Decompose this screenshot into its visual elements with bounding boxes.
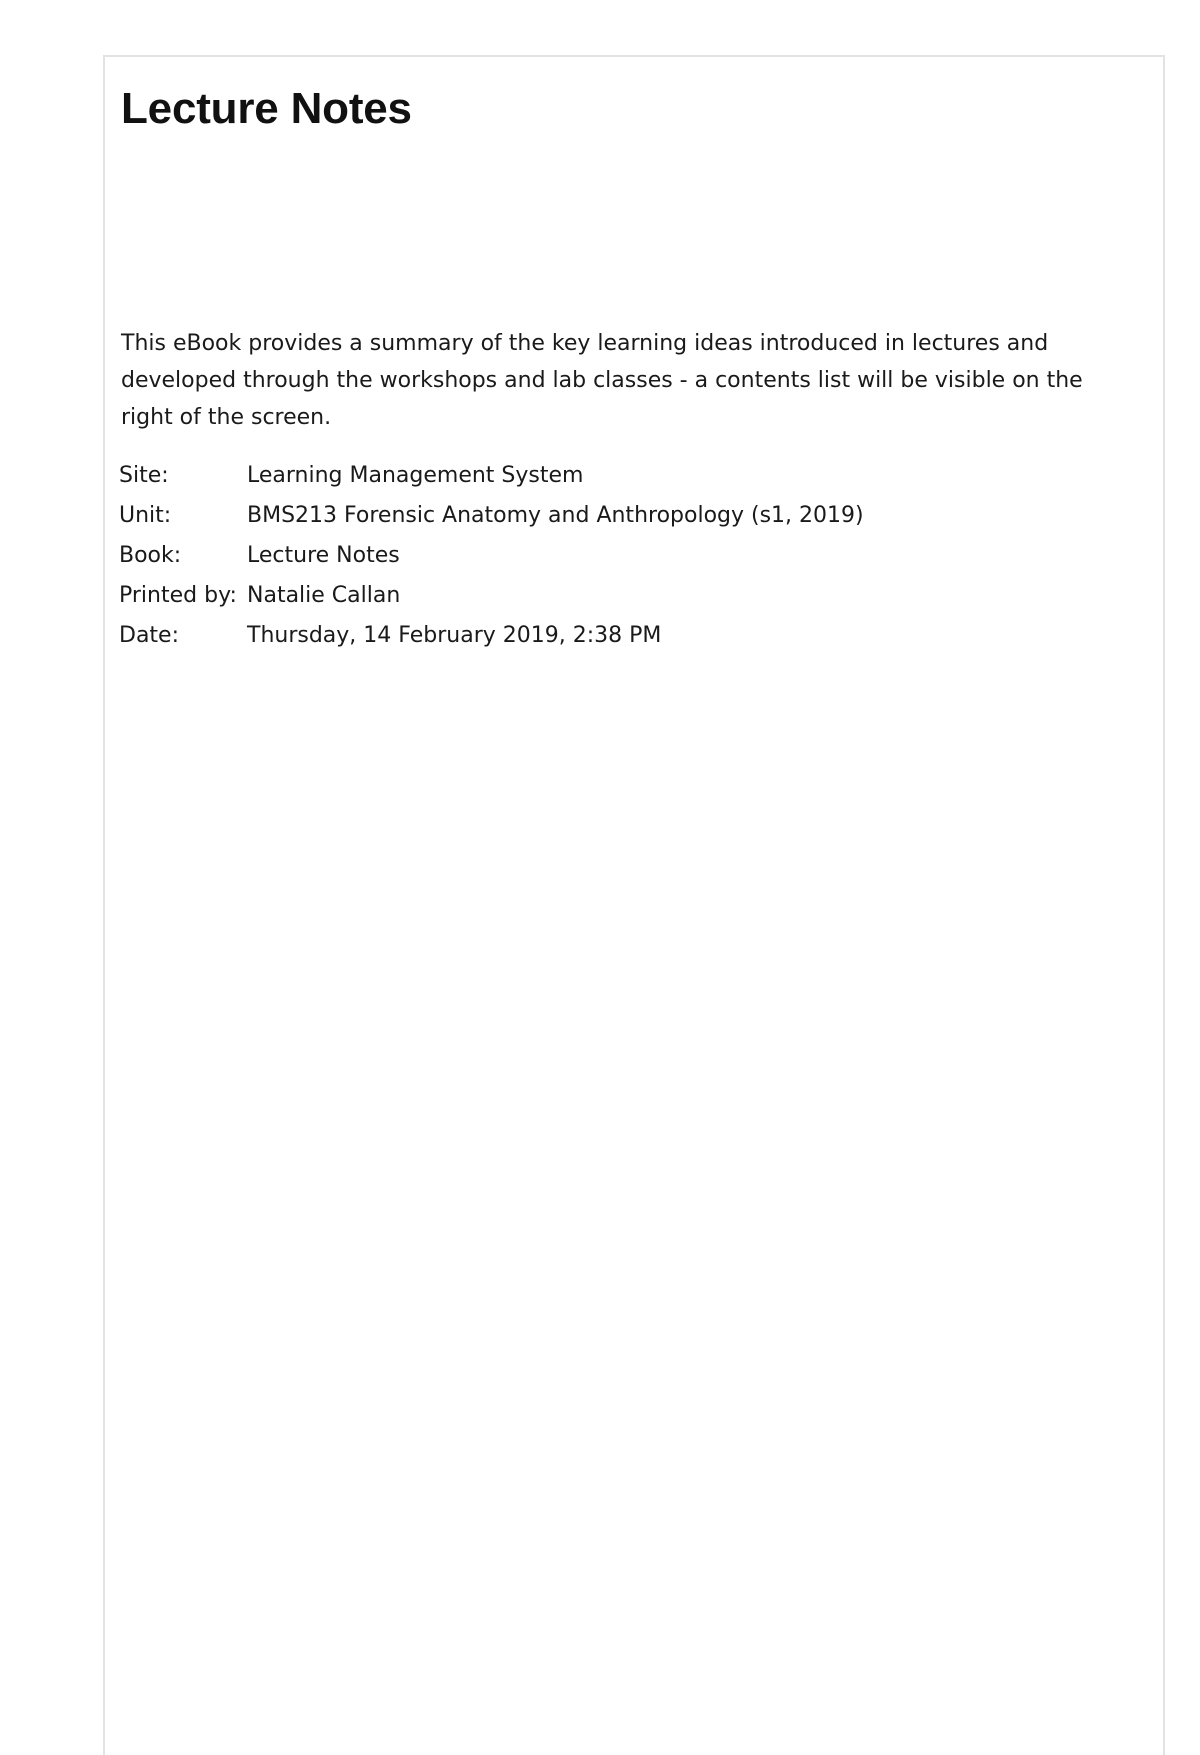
book-description: This eBook provides a summary of the key learning ideas introduced in lectures and developed through the workshops and lab classes - a contents list will be visible on the right of the screen. bbox=[121, 331, 1083, 430]
meta-label-date: Date: bbox=[119, 622, 179, 648]
meta-value-unit: BMS213 Forensic Anatomy and Anthropology (s1, 2019) bbox=[247, 502, 864, 528]
meta-label-book: Book: bbox=[119, 542, 182, 568]
meta-value-book: Lecture Notes bbox=[247, 542, 400, 568]
meta-value-site: Learning Management System bbox=[247, 462, 584, 488]
print-metadata-table bbox=[119, 455, 864, 655]
page-title: Lecture Notes bbox=[121, 84, 412, 133]
meta-row-book bbox=[119, 535, 864, 575]
printed-page bbox=[103, 55, 1165, 1755]
meta-row-printed-by bbox=[119, 575, 864, 615]
meta-value-date: Thursday, 14 February 2019, 2:38 PM bbox=[247, 622, 662, 648]
meta-value-printed-by: Natalie Callan bbox=[247, 582, 401, 608]
meta-label-unit: Unit: bbox=[119, 502, 172, 528]
meta-label-site: Site: bbox=[119, 462, 169, 488]
meta-row-unit bbox=[119, 495, 864, 535]
meta-row-date bbox=[119, 615, 864, 655]
meta-label-printed-by: Printed by: bbox=[119, 582, 237, 608]
meta-row-site bbox=[119, 455, 864, 495]
